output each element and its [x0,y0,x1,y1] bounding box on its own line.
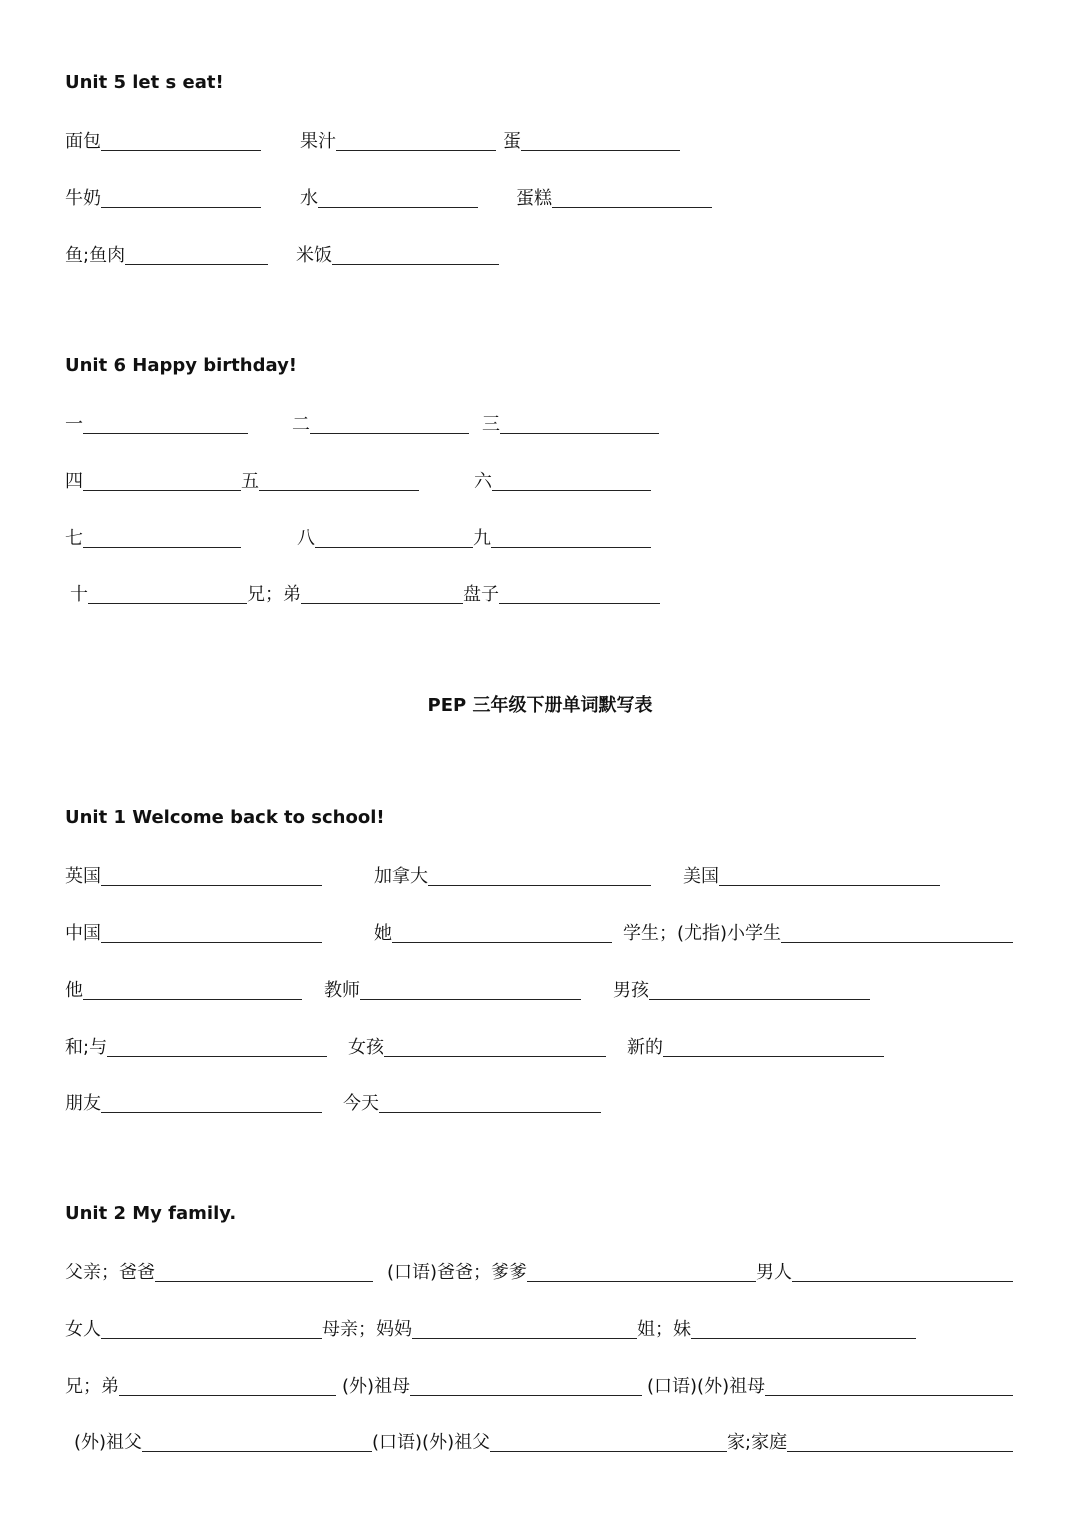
vocab-item [342,1373,642,1399]
vocab-item [374,920,612,946]
vocab-item [516,185,712,211]
vocab-item [65,468,241,494]
unit-6-heading: Unit 6 Happy birthday! [65,355,298,376]
vocab-item [343,1090,601,1116]
answer-blank[interactable] [787,1431,1013,1452]
vocab-prompt: 五 [241,471,259,492]
answer-blank[interactable] [318,187,478,208]
vocab-prompt: 蛋 [503,131,521,152]
vocab-item [647,1373,1013,1399]
vocab-prompt: 家;家庭 [727,1432,788,1453]
answer-blank[interactable] [101,130,261,151]
vocab-item [65,411,248,437]
vocab-item [613,977,870,1003]
page-title: PEP 三年级下册单词默写表 [427,695,653,716]
vocab-item [241,468,419,494]
answer-blank[interactable] [101,1318,322,1339]
answer-blank[interactable] [552,187,712,208]
answer-blank[interactable] [315,527,473,548]
vocab-item [65,1090,322,1116]
unit-5-heading: Unit 5 let s eat! [65,72,224,93]
answer-blank[interactable] [392,922,612,943]
vocab-item [65,242,268,268]
vocab-prompt: 男人 [756,1262,792,1283]
vocab-item [65,977,302,1003]
vocab-item [292,411,469,437]
vocab-prompt: (外)祖父 [74,1432,143,1453]
answer-blank[interactable] [360,979,581,1000]
answer-blank[interactable] [83,413,248,434]
answer-blank[interactable] [83,470,241,491]
answer-blank[interactable] [83,979,302,1000]
vocab-prompt: 父亲；爸爸 [65,1262,155,1283]
vocab-prompt: 母亲；妈妈 [322,1319,412,1340]
unit-1-heading: Unit 1 Welcome back to school! [65,807,385,828]
vocab-prompt: 加拿大 [374,866,428,887]
vocab-prompt: 四 [65,471,83,492]
answer-blank[interactable] [259,470,419,491]
answer-blank[interactable] [719,865,940,886]
answer-blank[interactable] [332,244,499,265]
vocab-prompt: 女孩 [348,1037,384,1058]
vocab-prompt: 蛋糕 [516,188,552,209]
vocab-item [65,128,261,154]
vocab-prompt: 三 [482,414,500,435]
answer-blank[interactable] [691,1318,916,1339]
vocab-prompt: (口语)爸爸；爹爹 [387,1262,528,1283]
vocab-prompt: 学生；(尤指)小学生 [623,923,782,944]
vocab-prompt: 男孩 [613,980,649,1001]
vocab-item [474,468,651,494]
vocab-item [324,977,581,1003]
answer-blank[interactable] [663,1036,884,1057]
vocab-item [65,185,261,211]
vocab-prompt: 他 [65,980,83,1001]
vocab-prompt: 二 [292,414,310,435]
vocab-item [372,1429,727,1455]
vocab-item [756,1259,1013,1285]
vocab-item [473,525,651,551]
vocab-prompt: 和;与 [65,1037,108,1058]
vocab-prompt: 今天 [343,1093,379,1114]
answer-blank[interactable] [527,1261,756,1282]
vocab-item [65,920,322,946]
answer-blank[interactable] [765,1375,1013,1396]
vocab-item [74,1429,372,1455]
unit-2-heading: Unit 2 My family. [65,1203,237,1224]
answer-blank[interactable] [336,130,496,151]
vocab-item [65,863,322,889]
answer-blank[interactable] [490,1431,727,1452]
answer-blank[interactable] [310,413,469,434]
vocab-prompt: 八 [297,528,315,549]
vocab-item [65,1373,336,1399]
vocab-item [70,581,247,607]
vocab-prompt: (口语)(外)祖父 [372,1432,491,1453]
vocab-item [297,525,473,551]
answer-blank[interactable] [781,922,1013,943]
vocab-item [348,1034,606,1060]
vocab-prompt: 十 [70,584,88,605]
vocab-prompt: 鱼;鱼肉 [65,245,126,266]
vocab-item [300,128,496,154]
vocab-prompt: 七 [65,528,83,549]
vocab-prompt: 兄；弟 [247,584,301,605]
vocab-prompt: 九 [473,528,491,549]
answer-blank[interactable] [119,1375,336,1396]
vocab-item [503,128,680,154]
vocab-prompt: (外)祖母 [342,1376,411,1397]
vocab-item [463,581,660,607]
vocab-prompt: 姐；妹 [637,1319,691,1340]
answer-blank[interactable] [101,1092,322,1113]
vocab-prompt: 牛奶 [65,188,101,209]
vocab-item [387,1259,756,1285]
vocab-item [727,1429,1013,1455]
answer-blank[interactable] [649,979,870,1000]
vocab-prompt: 女人 [65,1319,101,1340]
answer-blank[interactable] [521,130,680,151]
answer-blank[interactable] [125,244,268,265]
vocab-prompt: 她 [374,923,392,944]
vocab-item [683,863,940,889]
vocab-prompt: 一 [65,414,83,435]
vocab-item [322,1316,637,1342]
vocab-item [300,185,478,211]
vocab-prompt: 教师 [324,980,360,1001]
answer-blank[interactable] [101,922,322,943]
answer-blank[interactable] [155,1261,373,1282]
vocab-prompt: 美国 [683,866,719,887]
vocab-item [65,1259,373,1285]
vocab-item [296,242,499,268]
vocab-item [65,525,241,551]
answer-blank[interactable] [428,865,651,886]
answer-blank[interactable] [83,527,241,548]
answer-blank[interactable] [410,1375,642,1396]
vocab-prompt: 水 [300,188,318,209]
answer-blank[interactable] [499,583,660,604]
answer-blank[interactable] [101,187,261,208]
vocab-prompt: 英国 [65,866,101,887]
vocab-prompt: 盘子 [463,584,499,605]
vocab-item [247,581,463,607]
vocab-prompt: 朋友 [65,1093,101,1114]
vocab-item [623,920,1013,946]
vocab-item [637,1316,916,1342]
answer-blank[interactable] [88,583,247,604]
answer-blank[interactable] [142,1431,372,1452]
answer-blank[interactable] [500,413,659,434]
vocab-prompt: 米饭 [296,245,332,266]
vocab-item [65,1034,327,1060]
answer-blank[interactable] [792,1261,1013,1282]
vocab-prompt: 面包 [65,131,101,152]
vocab-prompt: (口语)(外)祖母 [647,1376,766,1397]
vocab-prompt: 兄；弟 [65,1376,119,1397]
vocab-prompt: 六 [474,471,492,492]
vocab-item [374,863,651,889]
answer-blank[interactable] [379,1092,601,1113]
vocab-item [627,1034,884,1060]
vocab-prompt: 中国 [65,923,101,944]
answer-blank[interactable] [384,1036,606,1057]
answer-blank[interactable] [491,527,651,548]
vocab-item [65,1316,322,1342]
answer-blank[interactable] [101,865,322,886]
answer-blank[interactable] [492,470,651,491]
vocab-prompt: 果汁 [300,131,336,152]
answer-blank[interactable] [107,1036,327,1057]
answer-blank[interactable] [301,583,463,604]
answer-blank[interactable] [412,1318,637,1339]
vocab-item [482,411,659,437]
vocab-prompt: 新的 [627,1037,663,1058]
